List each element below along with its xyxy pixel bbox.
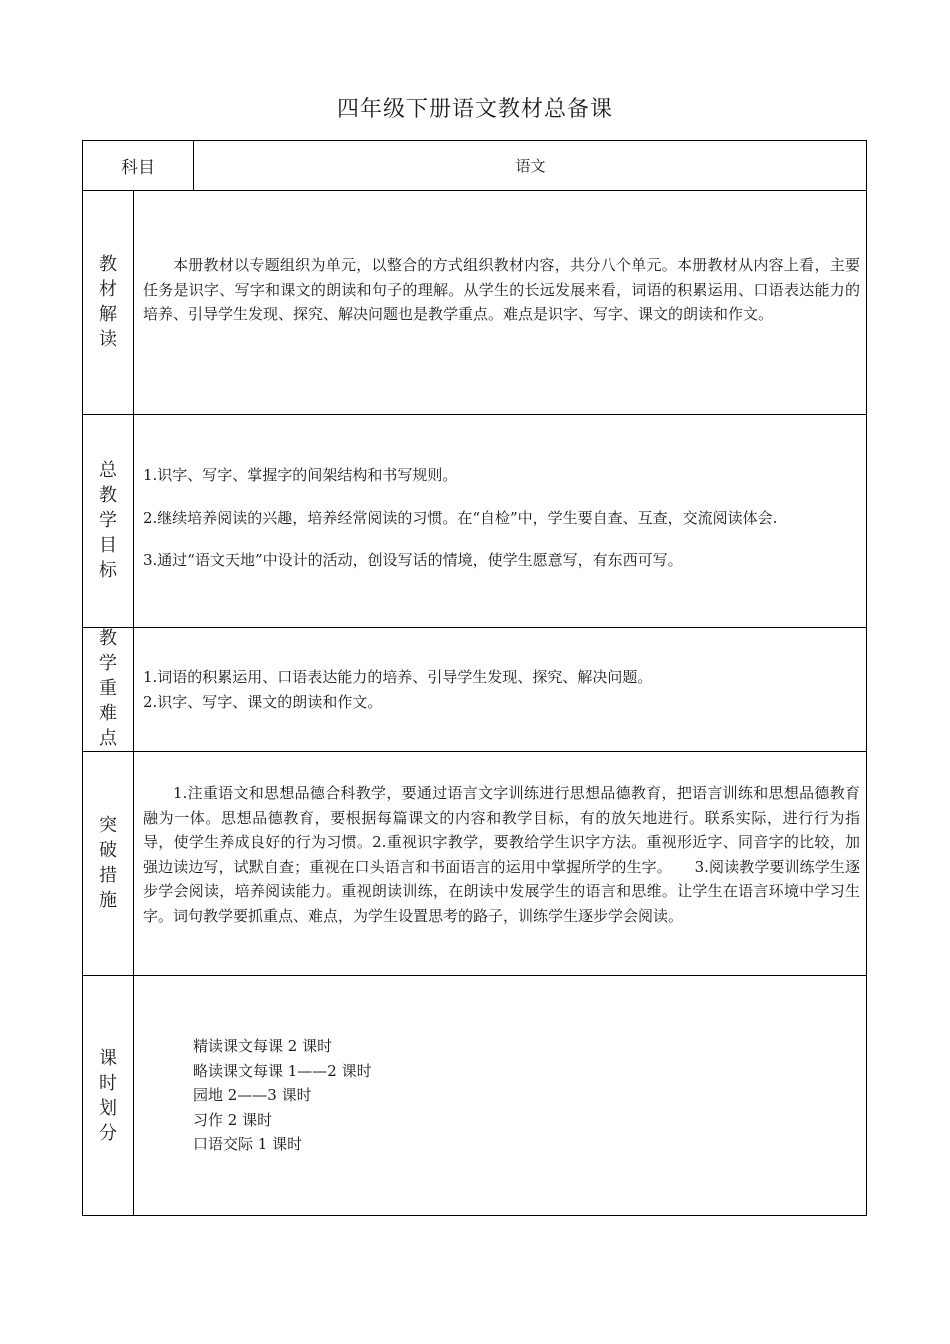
page-title: 四年级下册语文教材总备课: [336, 97, 613, 122]
key-point-item: 1.词语的积累运用、口语表达能力的培养、引导学生发现、探究、解决问题。: [143, 668, 653, 686]
goal-item: 1.识字、写字、掌握字的间架结构和书写规则。: [143, 466, 458, 484]
hours-item: 口语交际 1 课时: [193, 1135, 303, 1153]
textbook-label: 教 材 解 读: [99, 254, 117, 350]
row-divider: [83, 751, 866, 752]
lesson-plan-table: [82, 140, 867, 1216]
hours-item: 习作 2 课时: [193, 1110, 273, 1129]
goals-label: 总 教 学 目 标: [99, 460, 117, 581]
key-points-label: 教 学 重 难 点: [99, 627, 117, 749]
hours-item: 园地 2——3 课时: [193, 1086, 312, 1104]
goal-item: 3.通过“语文天地”中设计的活动，创设写话的情境，使学生愿意写，有东西可写。: [143, 551, 683, 569]
subject-value: 语文: [515, 157, 546, 175]
measures-text: 1.注重语文和思想品德合科教学，要通过语言文字训练进行思想品德教育，把语言训练和思想品德教育融为一体。思想品德教育，要根据每篇课文的内容和教学目标，有的放矢地进行。联系实际，进行行为指导，使学生养成良好的行为习惯。2.重视识字教学，要教给学生识字方法。重视形近字、同音字的比较，加强边读边写，试默自查；重视在口头语言和书面语言的运用中掌握所学的生字。 3.阅读教学要训练学生逐步学会阅读，培养阅读能力。重视朗读训练，在朗读中发展学生的语言和思维。让学生在语言环境中学习生字。词句教学要抓重点、难点，为学生设置思考的路子，训练学生逐步学会阅读。: [143, 784, 860, 925]
row-divider: [83, 627, 866, 628]
hours-label: 课 时 划 分: [99, 1047, 117, 1144]
goal-item: 2.继续培养阅读的兴趣，培养经常阅读的习惯。在“自检”中，学生要自查、互查，交流阅读体会.: [143, 508, 778, 527]
hours-item: 精读课文每课 2 课时: [193, 1037, 333, 1055]
subject-label: 科目: [121, 158, 155, 178]
row-divider: [83, 975, 866, 976]
goals-list: [143, 463, 863, 591]
row-divider: [83, 414, 866, 415]
hours-list: [193, 1034, 793, 1157]
hours-item: 略读课文每课 1——2 课时: [193, 1061, 372, 1080]
textbook-analysis-text: 本册教材以专题组织为单元，以整合的方式组织教材内容，共分八个单元。本册教材从内容上看，主要任务是识字、写字和课文的朗读和句子的理解。从学生的长远发展来看，词语的积累运用、口语表达能力的培养、引导学生发现、探究、解决问题也是教学重点。难点是识字、写字、课文的朗读和作文。: [143, 256, 860, 323]
key-point-item: 2.识字、写字、课文的朗读和作文。: [143, 692, 383, 711]
measures-label: 突 破 措 施: [99, 815, 117, 911]
row-divider: [83, 190, 866, 191]
key-points-list: [143, 665, 860, 714]
column-divider: [133, 190, 134, 1216]
